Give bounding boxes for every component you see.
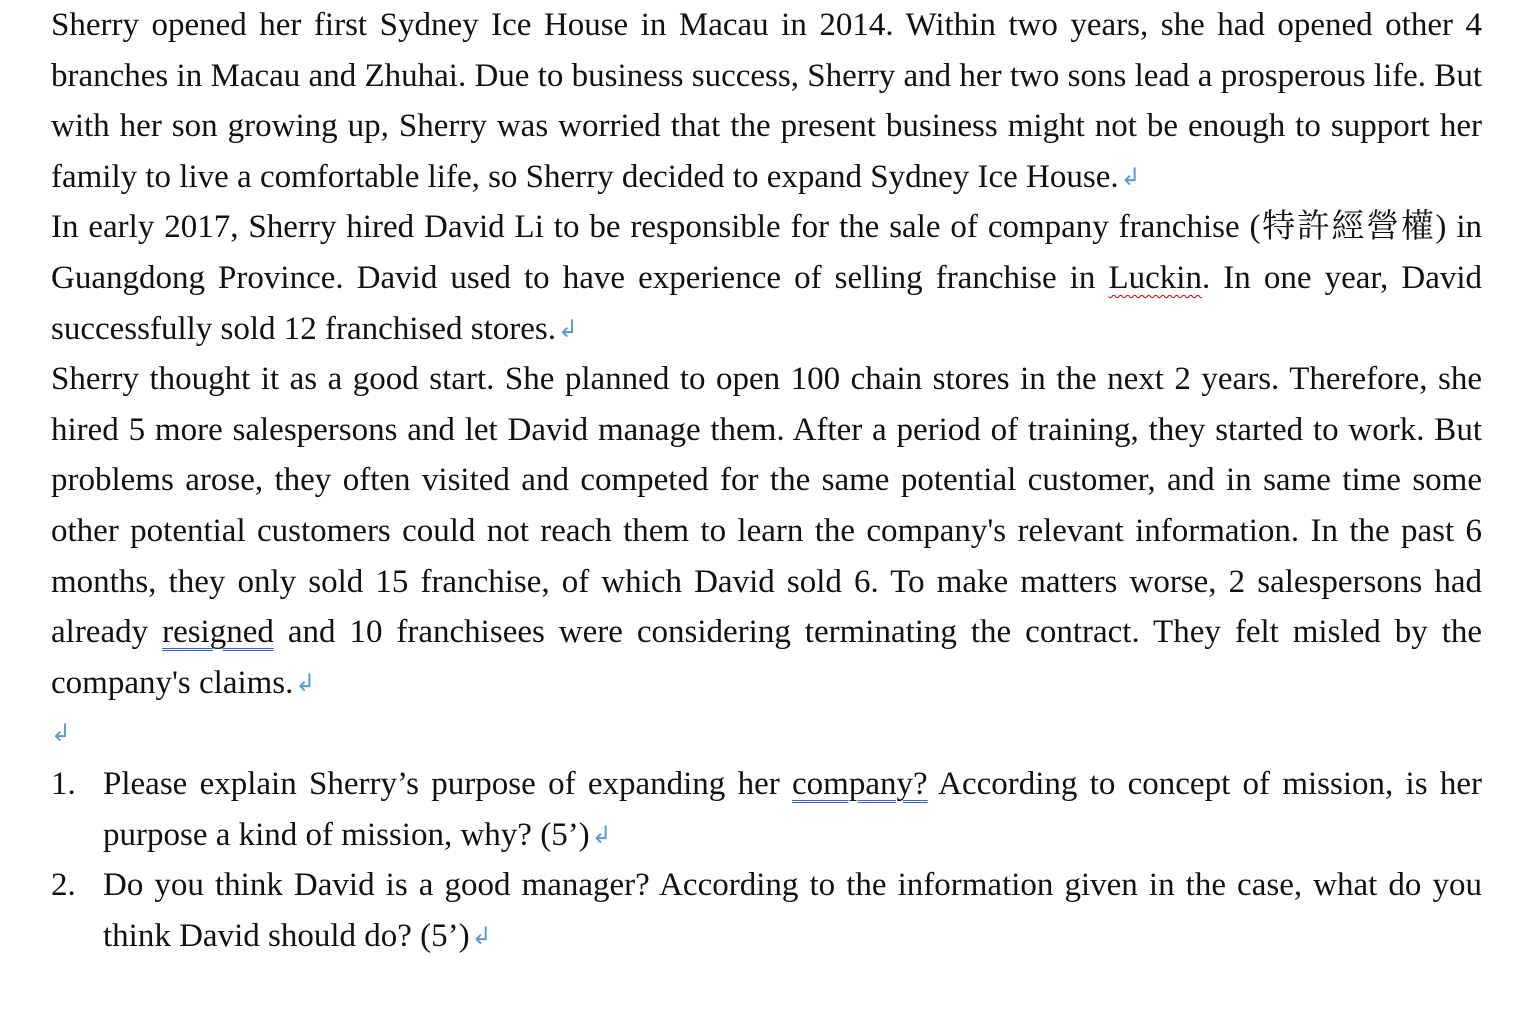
return-arrow-icon: ↲ bbox=[557, 314, 579, 343]
question-item bbox=[51, 759, 1482, 860]
question-text-start: Please explain Sherry’s purpose of expanding her bbox=[103, 765, 793, 802]
paragraph-problems-text-start: Sherry thought it as a good start. She planned to open 100 chain stores in the next 2 years. Therefore, she hired 5 more salespersons and let David manage them. After a period of training, they started to work. But problems arose, they often visited and competed for the same potential customer, and in same time some other potential customers could not reach them to learn the company's relevant information. In the past 6 months, they only sold 15 franchise, of which David sold 6. To make matters worse, 2 salespersons had already bbox=[51, 361, 1482, 651]
paragraph-david-hired-text-start: In early 2017, Sherry hired David Li to be responsible for the sale of company franchise (特許經營權) in Guangdong Province. David used to have experience of selling franchise in bbox=[51, 209, 1482, 296]
return-arrow-icon: ↲ bbox=[591, 820, 612, 849]
return-arrow-icon: ↲ bbox=[471, 921, 492, 950]
grammar-flag-resigned[interactable]: resigned bbox=[162, 614, 274, 651]
paragraph-david-hired-text-end: . In one year, David successfully sold 12 franchised stores. bbox=[51, 259, 1483, 347]
document-page[interactable] bbox=[51, 0, 1482, 961]
return-arrow-icon: ↲ bbox=[1120, 162, 1141, 191]
paragraph-david-hired bbox=[51, 202, 1482, 354]
return-arrow-icon: ↲ bbox=[51, 719, 72, 748]
question-text-end: According to concept of mission, is her purpose a kind of mission, why? (5’) bbox=[103, 765, 1482, 853]
paragraph-intro bbox=[51, 0, 1482, 202]
paragraph-problems-text-end: and 10 franchisees were considering terminating the contract. They felt misled by the company's claims. bbox=[51, 614, 1483, 701]
question-number: 2. bbox=[51, 867, 76, 904]
grammar-flag-company[interactable]: company? bbox=[792, 765, 928, 802]
return-arrow-icon: ↲ bbox=[295, 668, 316, 697]
paragraph-intro-text: Sherry opened her first Sydney Ice House in Macau in 2014. Within two years, she had opened other 4 branches in Macau and Zhuhai. Due to business success, Sherry and her two sons lead a prosperous life. But with her son growing up, Sherry was worried that the present business might not be enough to support her family to live a comfortable life, so Sherry decided to expand Sydney Ice House. bbox=[51, 7, 1482, 195]
spelling-flag-luckin[interactable]: Luckin bbox=[1108, 259, 1202, 296]
paragraph-problems bbox=[51, 354, 1482, 708]
question-number: 1. bbox=[51, 765, 76, 802]
question-item bbox=[51, 860, 1482, 961]
empty-paragraph bbox=[51, 708, 1482, 759]
question-text: Do you think David is a good manager? According to the information given in the case, what do you think David should do? (5’) bbox=[103, 867, 1482, 954]
question-list bbox=[51, 759, 1482, 961]
